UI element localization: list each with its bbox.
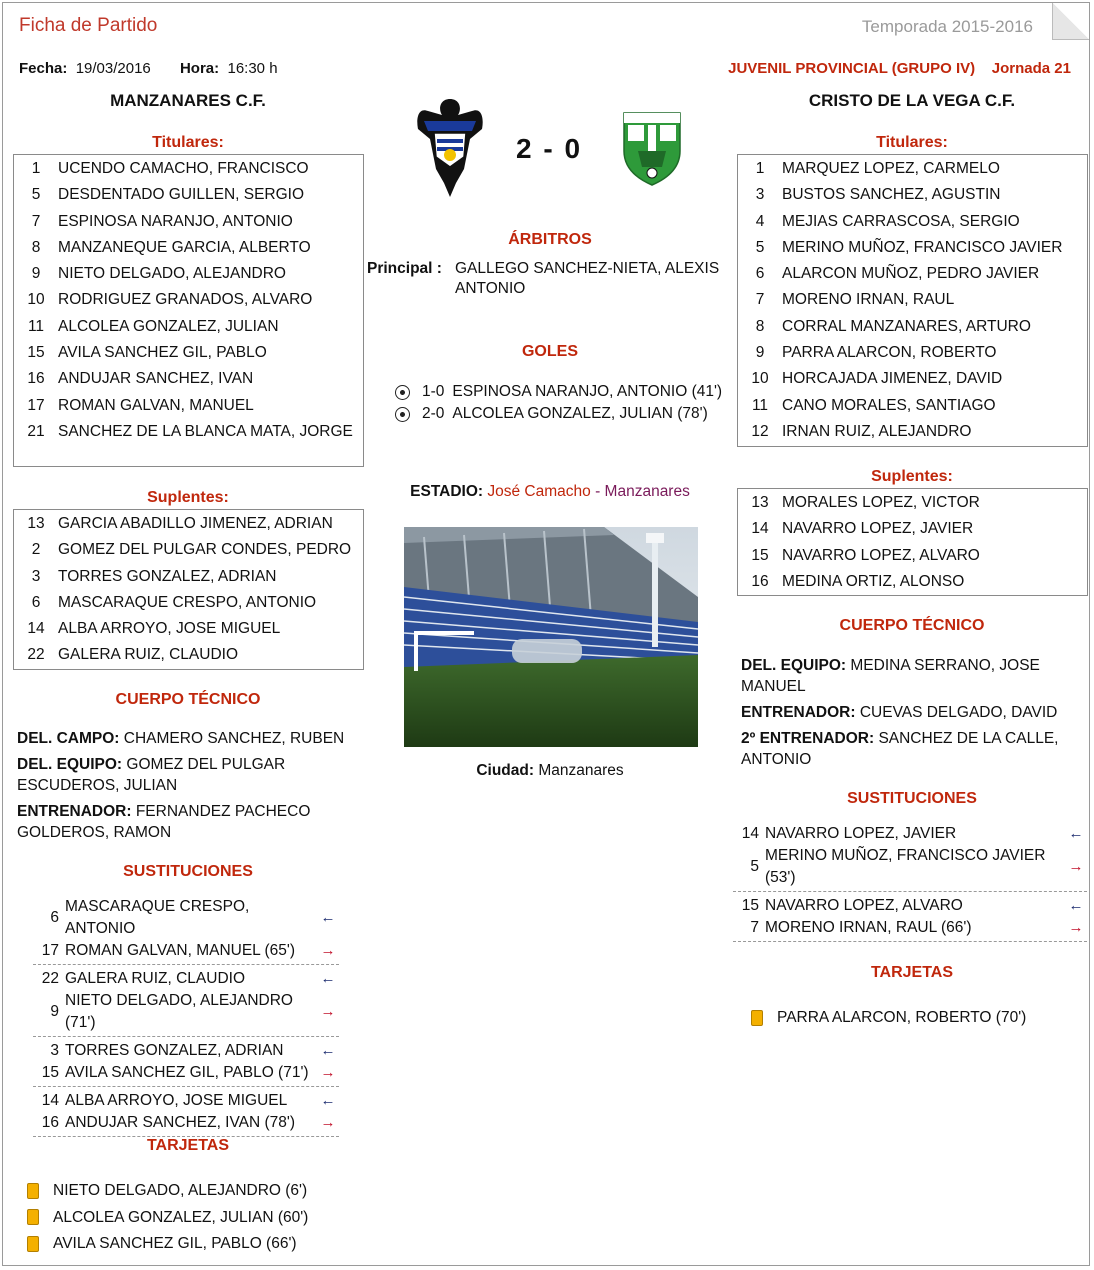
- goal-entry: [395, 403, 735, 425]
- away-staff-heading: CUERPO TÉCNICO: [839, 617, 985, 634]
- away-subs-list: [737, 488, 1088, 596]
- sub-in-line: [33, 896, 339, 940]
- sub-in-line: [33, 1040, 339, 1062]
- goal-scorer: ALCOLEA GONZALEZ, JULIAN (78'): [452, 405, 708, 422]
- sub-in-name: MASCARAQUE CRESPO, ANTONIO: [65, 898, 250, 937]
- staff-role: 2º ENTRENADOR:: [741, 730, 875, 747]
- city-label: Ciudad:: [476, 762, 535, 779]
- arrow-right-icon: →: [320, 1064, 336, 1081]
- player-number: 1: [31, 160, 41, 177]
- staff-entry: [741, 702, 1071, 723]
- arrow-right-icon: →: [320, 1114, 336, 1131]
- roster-row: [738, 314, 1087, 340]
- staff-role: DEL. EQUIPO:: [17, 756, 123, 773]
- staff-entry: [17, 754, 347, 796]
- roster-row: [738, 182, 1087, 208]
- player-number: 11: [27, 317, 45, 335]
- stadium-separator: -: [590, 483, 605, 500]
- roster-row: [738, 287, 1087, 313]
- sub-out-line: [33, 990, 339, 1034]
- staff-entry: [17, 728, 347, 749]
- arrow-right-icon: →: [1068, 919, 1084, 936]
- roster-row: [738, 235, 1087, 261]
- staff-role: ENTRENADOR:: [17, 803, 132, 820]
- roster-row: [14, 287, 363, 313]
- sub-out-line: [33, 1112, 339, 1134]
- sub-out-name: MERINO MUÑOZ, FRANCISCO JAVIER (53'): [765, 847, 1046, 886]
- arrow-left-icon: ←: [320, 909, 336, 926]
- roster-row: [738, 393, 1087, 419]
- sub-out-name: MORENO IRNAN, RAUL (66'): [765, 919, 972, 936]
- sub-in-number: 3: [50, 1042, 59, 1059]
- player-name: BUSTOS SANCHEZ, AGUSTIN: [782, 186, 1001, 204]
- time-label: Hora:: [179, 60, 220, 77]
- player-number: 1: [755, 160, 765, 177]
- player-number: 14: [751, 520, 769, 538]
- roster-row: [14, 590, 363, 616]
- away-subs-heading: Suplentes:: [871, 468, 953, 485]
- player-number: 11: [751, 396, 769, 414]
- player-number: 16: [27, 370, 45, 388]
- arrow-right-icon: →: [320, 1003, 336, 1020]
- player-name: NIETO DELGADO, ALEJANDRO: [58, 265, 286, 283]
- player-number: 21: [27, 422, 45, 440]
- sub-in-name: ALBA ARROYO, JOSE MIGUEL: [65, 1092, 288, 1109]
- player-number: 13: [27, 515, 45, 532]
- final-score: 2 - 0: [516, 133, 583, 164]
- arrow-right-icon: →: [1068, 858, 1084, 875]
- roster-row: [738, 156, 1087, 182]
- card-player: ALCOLEA GONZALEZ, JULIAN (60'): [53, 1208, 309, 1226]
- roster-row: [14, 235, 363, 261]
- player-number: 15: [751, 546, 769, 564]
- roster-row: [14, 642, 363, 668]
- referee-role: Principal :: [367, 260, 442, 277]
- sub-out-number: 15: [41, 1064, 59, 1081]
- player-name: ANDUJAR SANCHEZ, IVAN: [58, 370, 254, 388]
- stadium-city-link[interactable]: Manzanares: [604, 483, 690, 500]
- roster-row: [14, 209, 363, 235]
- home-substitutions-heading: SUSTITUCIONES: [123, 863, 253, 880]
- season-label: Temporada 2015-2016: [861, 17, 1033, 36]
- referee-row: [367, 259, 727, 299]
- away-cards-heading: TARJETAS: [870, 964, 954, 981]
- player-name: GARCIA ABADILLO JIMENEZ, ADRIAN: [58, 515, 333, 532]
- roster-row: [14, 156, 363, 182]
- card-player: AVILA SANCHEZ GIL, PABLO (66'): [53, 1235, 297, 1252]
- sub-out-name: ANDUJAR SANCHEZ, IVAN (78'): [65, 1114, 296, 1131]
- player-number: 3: [755, 186, 765, 204]
- roster-row: [14, 564, 363, 590]
- substitution: [733, 823, 1087, 892]
- goal-entry: [395, 381, 735, 403]
- player-name: MASCARAQUE CRESPO, ANTONIO: [58, 593, 317, 611]
- page-title: Ficha de Partido: [19, 15, 158, 36]
- staff-name: FERNANDEZ PACHECO GOLDEROS, RAMON: [17, 803, 311, 841]
- player-number: 10: [751, 370, 769, 388]
- sub-in-name: GALERA RUIZ, CLAUDIO: [65, 970, 246, 987]
- player-name: GALERA RUIZ, CLAUDIO: [58, 646, 239, 664]
- player-name: DESDENTADO GUILLEN, SERGIO: [58, 186, 305, 204]
- substitution: [33, 896, 339, 965]
- staff-name: SANCHEZ DE LA CALLE, ANTONIO: [741, 730, 1059, 768]
- home-staff-heading: CUERPO TÉCNICO: [115, 691, 261, 708]
- sub-out-number: 5: [750, 858, 759, 875]
- player-number: 22: [27, 646, 45, 664]
- card-entry: [27, 1205, 357, 1232]
- substitution: [33, 1090, 339, 1137]
- player-number: 10: [27, 291, 45, 309]
- yellow-card-icon: [751, 1010, 763, 1026]
- player-name: MEDINA ORTIZ, ALONSO: [782, 572, 965, 590]
- roster-row: [14, 511, 363, 537]
- player-name: IRNAN RUIZ, ALEJANDRO: [782, 422, 972, 440]
- player-name: MEJIAS CARRASCOSA, SERGIO: [782, 212, 1020, 230]
- arrow-left-icon: ←: [320, 970, 336, 987]
- goals-heading: GOLES: [521, 343, 578, 360]
- staff-entry: [17, 801, 347, 843]
- home-subs-list: [13, 509, 364, 670]
- card-player: PARRA ALARCON, ROBERTO (70'): [777, 1009, 1027, 1026]
- home-team-name: MANZANARES C.F.: [110, 91, 266, 110]
- card-entry: [27, 1178, 357, 1205]
- referee-name: GALLEGO SANCHEZ-NIETA, ALEXIS ANTONIO: [455, 260, 720, 297]
- date-label: Fecha:: [19, 60, 68, 77]
- roster-row: [738, 490, 1087, 516]
- staff-name: MEDINA SERRANO, JOSE MANUEL: [741, 657, 1040, 695]
- home-staff: [17, 728, 347, 848]
- away-starters-heading: Titulares:: [876, 134, 948, 151]
- away-staff: [741, 655, 1071, 775]
- home-subs-heading: Suplentes:: [147, 489, 229, 506]
- roster-row: [14, 616, 363, 642]
- substitution: [33, 968, 339, 1037]
- player-name: CANO MORALES, SANTIAGO: [782, 396, 996, 414]
- arrow-left-icon: ←: [1068, 897, 1084, 914]
- roster-row: [14, 314, 363, 340]
- player-number: 9: [755, 344, 765, 362]
- player-number: 3: [31, 567, 41, 585]
- sub-out-line: [733, 917, 1087, 939]
- player-name: ESPINOSA NARANJO, ANTONIO: [58, 212, 293, 230]
- roster-row: [738, 366, 1087, 392]
- player-number: 8: [755, 317, 765, 335]
- player-name: CORRAL MANZANARES, ARTURO: [782, 317, 1031, 335]
- staff-name: CUEVAS DELGADO, DAVID: [859, 704, 1058, 721]
- staff-role: DEL. CAMPO:: [17, 730, 120, 747]
- city-value: Manzanares: [538, 762, 624, 779]
- player-name: UCENDO CAMACHO, FRANCISCO: [58, 160, 309, 177]
- sub-in-number: 14: [41, 1092, 59, 1109]
- sub-in-number: 15: [741, 897, 759, 914]
- player-name: PARRA ALARCON, ROBERTO: [782, 344, 997, 362]
- goal-score: 1-0: [422, 383, 445, 400]
- player-number: 13: [751, 494, 769, 511]
- roster-row: [14, 419, 363, 445]
- away-starters-list: [737, 154, 1088, 447]
- roster-row: [738, 516, 1087, 542]
- referees-heading: ÁRBITROS: [508, 231, 592, 248]
- away-substitutions: [733, 823, 1087, 945]
- stadium-label: ESTADIO:: [410, 483, 484, 500]
- player-name: GOMEZ DEL PULGAR CONDES, PEDRO: [58, 541, 352, 559]
- goal-scorer: ESPINOSA NARANJO, ANTONIO (41'): [452, 383, 723, 400]
- away-substitutions-heading: SUSTITUCIONES: [847, 790, 977, 807]
- player-name: ALBA ARROYO, JOSE MIGUEL: [58, 620, 281, 638]
- home-team-crest: [410, 95, 490, 199]
- sub-out-number: 9: [50, 1003, 59, 1020]
- sub-in-line: [733, 895, 1087, 917]
- sub-in-number: 22: [41, 970, 59, 987]
- goal-score: 2-0: [422, 405, 445, 422]
- player-number: 6: [31, 593, 41, 611]
- sub-out-line: [33, 940, 339, 962]
- roster-row: [738, 261, 1087, 287]
- roster-row: [14, 261, 363, 287]
- sub-in-line: [33, 1090, 339, 1112]
- player-name: ALARCON MUÑOZ, PEDRO JAVIER: [782, 265, 1040, 283]
- player-number: 8: [31, 238, 41, 256]
- match-datetime: [19, 60, 278, 77]
- goals-list: [395, 381, 735, 425]
- substitution: [733, 895, 1087, 942]
- player-number: 4: [755, 212, 765, 230]
- roster-row: [738, 419, 1087, 445]
- yellow-card-icon: [27, 1209, 39, 1225]
- match-time: 16:30 h: [227, 60, 278, 77]
- sub-in-number: 6: [50, 909, 59, 926]
- roster-row: [14, 393, 363, 419]
- staff-entry: [741, 655, 1071, 697]
- player-name: NAVARRO LOPEZ, JAVIER: [782, 520, 974, 538]
- away-team-name: CRISTO DE LA VEGA C.F.: [808, 91, 1016, 110]
- player-number: 5: [755, 238, 765, 256]
- player-name: MARQUEZ LOPEZ, CARMELO: [782, 160, 1000, 177]
- player-number: 17: [27, 396, 45, 414]
- staff-name: GOMEZ DEL PULGAR ESCUDEROS, JULIAN: [17, 756, 286, 794]
- match-date: 19/03/2016: [75, 60, 151, 77]
- sub-out-line: [733, 845, 1087, 889]
- roster-row: [14, 537, 363, 563]
- sub-in-line: [33, 968, 339, 990]
- match-sheet-frame: [2, 2, 1090, 1266]
- player-number: 9: [31, 265, 41, 283]
- round-label: Jornada 21: [991, 60, 1071, 77]
- staff-entry: [741, 728, 1071, 770]
- competition-name: JUVENIL PROVINCIAL (GRUPO IV): [728, 60, 976, 77]
- player-number: 7: [31, 212, 41, 230]
- sub-in-name: TORRES GONZALEZ, ADRIAN: [65, 1042, 284, 1059]
- sub-out-name: NIETO DELGADO, ALEJANDRO (71'): [65, 992, 293, 1031]
- arrow-left-icon: ←: [320, 1042, 336, 1059]
- staff-role: ENTRENADOR:: [741, 704, 856, 721]
- away-cards: [751, 1005, 1081, 1032]
- sub-out-number: 7: [750, 919, 759, 936]
- player-name: MERINO MUÑOZ, FRANCISCO JAVIER: [782, 238, 1063, 256]
- sub-out-line: [33, 1062, 339, 1084]
- player-number: 2: [31, 541, 41, 559]
- player-number: 12: [751, 422, 769, 440]
- card-entry: [751, 1005, 1081, 1032]
- player-name: HORCAJADA JIMENEZ, DAVID: [782, 370, 1003, 388]
- sub-out-name: AVILA SANCHEZ GIL, PABLO (71'): [65, 1064, 309, 1081]
- sub-out-number: 16: [41, 1114, 59, 1131]
- card-entry: [27, 1231, 357, 1258]
- roster-row: [14, 340, 363, 366]
- away-team-crest: [622, 111, 682, 187]
- sub-in-name: NAVARRO LOPEZ, ALVARO: [765, 897, 963, 914]
- card-player: NIETO DELGADO, ALEJANDRO (6'): [53, 1182, 308, 1199]
- city-info: [373, 762, 727, 780]
- player-name: MORENO IRNAN, RAUL: [782, 291, 955, 309]
- player-name: TORRES GONZALEZ, ADRIAN: [58, 567, 277, 585]
- home-starters-list: [13, 154, 364, 467]
- sub-in-name: NAVARRO LOPEZ, JAVIER: [765, 825, 957, 842]
- sub-in-line: [733, 823, 1087, 845]
- player-name: ALCOLEA GONZALEZ, JULIAN: [58, 317, 279, 335]
- football-icon: [395, 385, 410, 400]
- competition-info: [728, 60, 1071, 77]
- player-name: RODRIGUEZ GRANADOS, ALVARO: [58, 291, 313, 309]
- stadium-photo: [404, 527, 698, 747]
- sub-out-name: ROMAN GALVAN, MANUEL (65'): [65, 942, 296, 959]
- staff-name: CHAMERO SANCHEZ, RUBEN: [123, 730, 345, 747]
- roster-row: [14, 366, 363, 392]
- player-number: 16: [751, 572, 769, 590]
- player-name: MANZANEQUE GARCIA, ALBERTO: [58, 238, 311, 256]
- arrow-right-icon: →: [320, 942, 336, 959]
- page-curl-icon: [1052, 3, 1089, 40]
- player-name: MORALES LOPEZ, VICTOR: [782, 494, 980, 511]
- sub-in-number: 14: [741, 825, 759, 842]
- roster-row: [738, 543, 1087, 569]
- arrow-left-icon: ←: [1068, 825, 1084, 842]
- staff-role: DEL. EQUIPO:: [741, 657, 847, 674]
- roster-row: [14, 182, 363, 208]
- roster-row: [738, 209, 1087, 235]
- arrow-left-icon: ←: [320, 1092, 336, 1109]
- player-number: 7: [755, 291, 765, 309]
- player-name: SANCHEZ DE LA BLANCA MATA, JORGE: [58, 422, 353, 440]
- substitution: [33, 1040, 339, 1087]
- player-number: 14: [27, 620, 45, 638]
- player-number: 5: [31, 186, 41, 204]
- player-name: AVILA SANCHEZ GIL, PABLO: [58, 344, 267, 362]
- player-number: 15: [27, 344, 45, 362]
- roster-row: [738, 340, 1087, 366]
- stadium-info: [373, 483, 727, 501]
- roster-row: [738, 569, 1087, 595]
- player-name: NAVARRO LOPEZ, ALVARO: [782, 546, 980, 564]
- player-number: 6: [755, 265, 765, 283]
- yellow-card-icon: [27, 1236, 39, 1252]
- home-cards: [27, 1178, 357, 1258]
- home-cards-heading: TARJETAS: [146, 1137, 230, 1154]
- player-name: ROMAN GALVAN, MANUEL: [58, 396, 254, 414]
- home-substitutions: [33, 896, 339, 1140]
- sub-out-number: 17: [41, 942, 59, 959]
- football-icon: [395, 407, 410, 422]
- stadium-name: José Camacho: [487, 483, 591, 500]
- yellow-card-icon: [27, 1183, 39, 1199]
- home-starters-heading: Titulares:: [152, 134, 224, 151]
